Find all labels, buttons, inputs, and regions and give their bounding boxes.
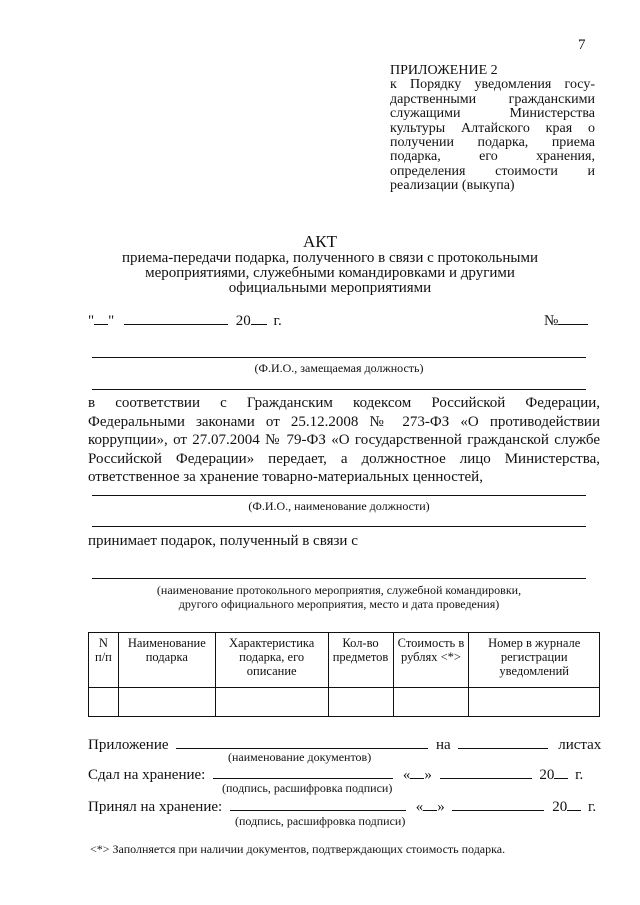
accept-text: принимает подарок, полученный в связи с: [88, 533, 358, 549]
paragraph-line: Российской Федерации» передает, а должностное лицо Министерства,: [88, 450, 600, 467]
table-cell: [118, 688, 215, 717]
appendix-line: определения стоимости и: [390, 163, 595, 179]
responsible-line: [92, 495, 586, 496]
page-number: 7: [578, 37, 586, 53]
subtitle-line: официальными мероприятиями: [228, 280, 432, 296]
attachment-on: на: [436, 737, 451, 753]
gift-table: [88, 632, 600, 717]
year-blank: [567, 797, 581, 811]
appendix-line: служащими Министерства: [390, 106, 595, 122]
quote-close: »: [424, 767, 432, 783]
received-signature-blank: [230, 797, 406, 811]
appendix-line: к Порядку уведомления госу-: [390, 77, 595, 93]
attachment-blank: [176, 735, 428, 749]
year-suffix: г.: [575, 767, 584, 783]
act-number: [544, 311, 588, 330]
event-caption-line: (наименование протокольного мероприятия, служебной командировки,: [156, 583, 522, 597]
year-suffix: г.: [587, 799, 597, 815]
header-description: Характеристика подарка, его описание: [215, 633, 328, 688]
handed-signature-blank: [213, 765, 393, 779]
month-blank: [440, 765, 532, 779]
appendix-line: подарка, его хранения,: [390, 149, 595, 165]
document-subtitle: [110, 251, 550, 296]
received-caption: (подпись, расшифровка подписи): [235, 814, 406, 828]
number-blank: [558, 311, 588, 325]
appendix-header: [390, 64, 595, 194]
attachment-caption: (наименование документов): [228, 750, 372, 764]
subtitle-line: мероприятиями, служебными командировками и другими: [145, 265, 515, 281]
table-header-row: [89, 633, 600, 688]
year-blank: [251, 311, 267, 325]
table-cell: [393, 688, 469, 717]
header-quantity: Кол-во предметов: [328, 633, 393, 688]
year-prefix: 20: [552, 799, 568, 815]
appendix-line: дарственными гражданскими: [390, 91, 595, 107]
year-suffix: г.: [273, 313, 282, 329]
paragraph-line: в соответствии с Гражданским кодексом Российской Федерации,: [88, 395, 600, 411]
quote-close: »: [437, 799, 445, 815]
handed-caption: (подпись, расшифровка подписи): [222, 781, 393, 795]
appendix-line: культуры Алтайского края о: [390, 120, 595, 136]
fio-line: [92, 357, 586, 358]
legal-paragraph: [88, 394, 600, 487]
received-label: Принял на хранение:: [88, 799, 223, 815]
event-line: [92, 578, 586, 579]
month-blank: [452, 797, 544, 811]
header-number: N п/п: [89, 633, 119, 688]
responsible-line-2: [92, 526, 586, 527]
event-caption-line: другого официального мероприятия, место и дата проведения): [178, 597, 500, 611]
quote-open: «: [402, 767, 411, 783]
table-cell: [89, 688, 119, 717]
fio-line-2: [92, 389, 586, 390]
appendix-line: реализации (выкупа): [390, 178, 515, 194]
footnote: <*> Заполняется при наличии документов, подтверждающих стоимость подарка.: [90, 842, 506, 856]
quote-close: ": [108, 313, 115, 329]
table-row: [89, 688, 600, 717]
document-title: АКТ: [303, 232, 337, 251]
header-cost: Стоимость в рублях <*>: [393, 633, 469, 688]
quote-open: ": [88, 313, 95, 329]
day-blank: [423, 797, 437, 811]
subtitle-line: приема-передачи подарка, полученного в связи с протокольными: [122, 250, 538, 266]
paragraph-line: Федеральными законами от 25.12.2008 № 273-ФЗ «О противодействии: [88, 413, 600, 430]
table-cell: [215, 688, 328, 717]
day-blank: [94, 311, 108, 325]
day-blank: [410, 765, 424, 779]
sheets-blank: [458, 735, 548, 749]
paragraph-line: коррупции», от 27.07.2004 № 79-ФЗ «О государственной гражданской службе: [88, 432, 600, 448]
header-journal-number: Номер в журнале регистрации уведомлений: [469, 633, 600, 688]
attachment-label: Приложение: [88, 737, 169, 753]
table-cell: [328, 688, 393, 717]
date-line: [88, 311, 282, 330]
quote-open: «: [415, 799, 424, 815]
number-label: №: [544, 313, 559, 329]
fio-caption: (Ф.И.О., замещаемая должность): [254, 361, 424, 375]
header-name: Наименование подарка: [118, 633, 215, 688]
year-blank: [554, 765, 568, 779]
year-prefix: 20: [539, 767, 555, 783]
year-prefix: 20: [235, 313, 251, 329]
event-caption: [92, 583, 586, 611]
responsible-caption: (Ф.И.О., наименование должности): [248, 499, 430, 513]
attachment-sheets: листах: [558, 737, 602, 753]
appendix-line: получении подарка, приема: [390, 135, 595, 151]
month-blank: [124, 311, 228, 325]
appendix-line: ПРИЛОЖЕНИЕ 2: [390, 63, 498, 78]
paragraph-line: ответственное за хранение товарно-материальных ценностей,: [88, 469, 483, 485]
handed-label: Сдал на хранение:: [88, 767, 206, 783]
table-cell: [469, 688, 600, 717]
